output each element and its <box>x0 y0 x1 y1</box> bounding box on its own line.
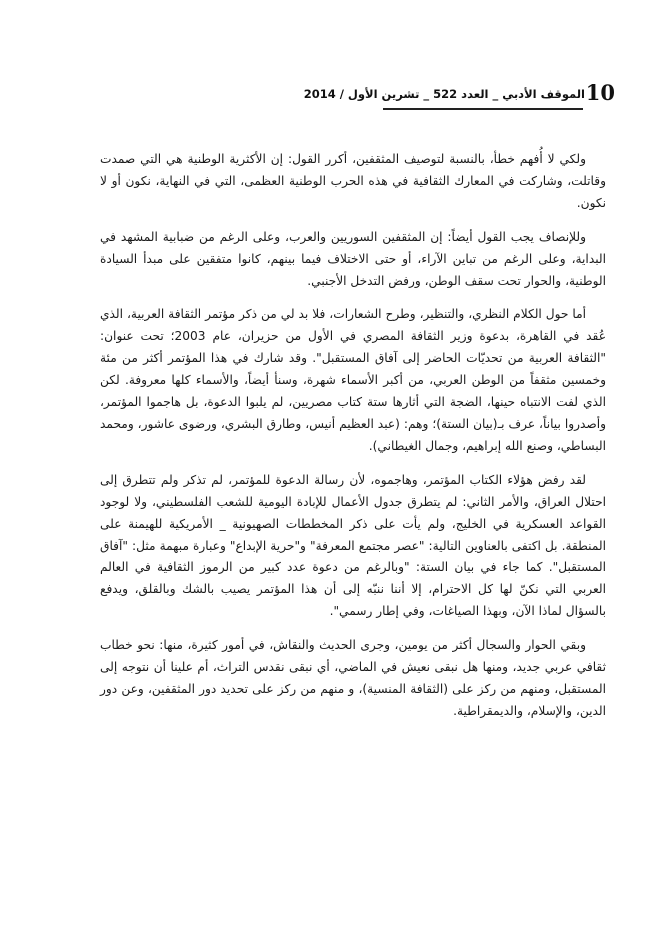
article-body <box>100 149 606 735</box>
paragraph: ولكي لا أُفهم خطأ، بالنسبة لتوصيف المثقفين، أكرر القول: إن الأكثرية الوطنية هي التي صمدت وقاتلت، وشاركت في المعارك الثقافية في هذه الحرب الوطنية العظمى، التي في النهاية، نكون أو لا نكون. <box>100 152 606 210</box>
paragraph: لقد رفض هؤلاء الكتاب المؤتمر، وهاجموه، لأن رسالة الدعوة للمؤتمر، لم تذكر ولم تتطرق إلى احتلال العراق، والأمر الثاني: لم يتطرق جدول الأعمال للإبادة اليومية للشعب الفلسطيني، ولا لوجود القواعد العسكرية في الخليج، ولم يأت على ذكر المخططات الصهيونية _ الأمريكية للهيمنة على المنطقة. بل اكتفى بالعناوين التالية: "عصر مجتمع المعرفة" و"حرية الإبداع" وعبارة مبهمة مثل: "آفاق المستقبل". كما جاء في بيان الستة: "وبالرغم من دعوة عدد كبير من الرموز الثقافية في العالم العربي التي نكنّ لها كل الاحترام، إلا أننا ننبّه إلى أن هذا المؤتمر يصيب بالشك وبالقلق، ويدفع بالسؤال لماذا الآن، وبهذا الصياغات، وفي إطار رسمي". <box>100 472 606 619</box>
running-title: الموقف الأدبي _ العدد 522 _ تشرين الأول / 2014 <box>303 87 585 101</box>
paragraph: وبقي الحوار والسجال أكثر من يومين، وجرى الحديث والنقاش، في أمور كثيرة، منها: نحو خطاب ثقافي عربي جديد، ومنها هل نبقى نعيش في الماضي، أي نبقى نقدس التراث، أم علينا أن نتوجه إلى المستقبل، ومنهم من ركز على (الثقافة المنسية)، و منهم من ركز على تحديد دور المثقفين، وعن دور الدين، والإسلام، والديمقراطية. <box>100 638 606 718</box>
page-header <box>303 80 615 109</box>
paragraph: أما حول الكلام النظري، والتنظير، وطرح الشعارات، فلا بد لي من ذكر مؤتمر الثقافة العربية، الذي عُقد في القاهرة، بدعوة وزير الثقافة المصري في الأول من حزيران، عام 2003؛ تحت عنوان: "الثقافة العربية من تحديّات الحاضر إلى آفاق المستقبل". وقد شارك في هذا المؤتمر أكثر من مئة وخمسين مثقفاً من الوطن العربي، من أكبر الأسماء شهرة، وسنأ أيضاً، والأسماء كلها معروفة. لكن الذي لفت الانتباه حينها، الضجة التي أثارها ستة كتاب مصريين، لم يلبوا الدعوة، بل هاجموا المؤتمر، وأصدروا بياناً، عرف بـ(بيان الستة)؛ وهم: (عبد العظيم أنيس، وطارق البشري، ورضوى عاشور، ومحمد البساطي، وصنع الله إبراهيم، وجمال الغيطاني). <box>100 307 606 453</box>
header-rule <box>383 108 583 110</box>
page-number: 10 <box>585 80 615 105</box>
paragraph: وللإنصاف يجب القول أيضاً: إن المثقفين السوريين والعرب، وعلى الرغم من ضبابية المشهد في البداية، وعلى الرغم من تباين الآراء، أو حتى الاختلاف فيما بينهم، كانوا متفقين على مبدأ السيادة الوطنية، والحوار تحت سقف الوطن، ورفض التدخل الأجنبي. <box>100 229 606 288</box>
